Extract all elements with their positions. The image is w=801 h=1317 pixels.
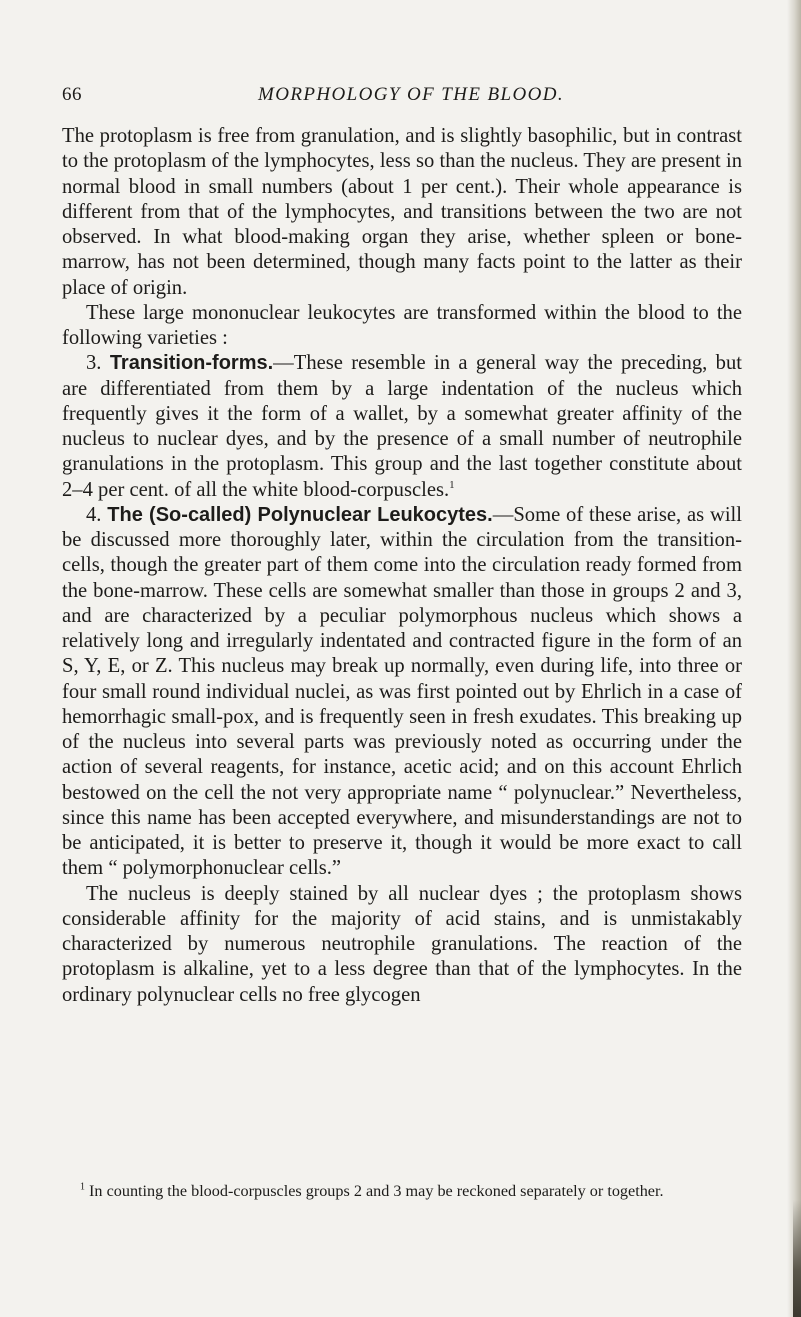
- paragraph-protoplasm: The protoplasm is free from granulation, and is slightly basophilic, but in contrast to the protoplasm of the lymphocytes, less so than the nucleus. They are present in normal blood in small numbers (about 1 per cent.). Their whole appearance is different from that of the lymphocytes, and transitions between the two are not observed. In what blood-making organ they arise, whether spleen or bone-marrow, has not been determined, though many facts point to the latter as their place of origin.: [62, 125, 742, 299]
- paragraph-polynuclear-leukocytes: [62, 503, 742, 882]
- section-text: —These resemble in a general way the preceding, but are differentiated from them by a large indentation of the nucleus which frequently gives it the form of a wallet, by a somewhat greater affinity of the nucleus to nuclear dyes, and by the presence of a small number of neutrophile granulations in the protoplasm. This group and the last together constitute about 2–4 per cent. of all the white blood-corpuscles.: [62, 352, 742, 501]
- footnote-marker: 1: [80, 1181, 85, 1193]
- footnote-reference: 1: [449, 478, 455, 491]
- section-number: 4.: [86, 503, 102, 526]
- section-number: 3.: [86, 352, 102, 375]
- paragraph-nucleus-staining: The nucleus is deeply stained by all nuclear dyes ; the protoplasm shows considerable affinity for the majority of acid stains, and is unmistakably characterized by numerous neutrophile granulations. The reaction of the protoplasm is alkaline, yet to a less degree than that of the lymphocytes. In the ordinary polynuclear cells no free glycogen: [62, 882, 742, 1006]
- page-number: 66: [62, 84, 82, 105]
- running-title: MORPHOLOGY OF THE BLOOD.: [258, 84, 564, 105]
- page-header: [62, 84, 742, 114]
- footnote-text: In counting the blood-corpuscles groups 2 and 3 may be reckoned separately or together.: [89, 1182, 664, 1200]
- footnote: [62, 1181, 742, 1201]
- body-text: [62, 124, 742, 1008]
- page-edge-dark: [793, 1200, 801, 1317]
- paragraph-varieties-intro: These large mononuclear leukocytes are transformed within the blood to the following varieties :: [62, 301, 742, 349]
- section-text: —Some of these arise, as will be discussed more thoroughly later, within the circulation from the transition-cells, though the greater part of them come into the circulation ready formed from the bone-marrow. These cells are somewhat smaller than those in groups 2 and 3, and are characterized by a peculiar polymorphous nucleus which shows a relatively long and irregularly indentated and contracted figure in the form of an S, Y, E, or Z. This nucleus may break up normally, even during life, into three or four small round individual nuclei, as was first pointed out by Ehrlich in a case of hemorrhagic small-pox, and is frequently seen in fresh exudates. This breaking up of the nucleus into several parts was previously noted as occurring under the action of several reagents, for instance, acetic acid; and on this account Ehrlich bestowed on the cell the not very appropriate name “ polynuclear.” Nevertheless, since this name has been accepted everywhere, and misunderstandings are not to be anticipated, it is better to preserve it, though it would be more exact to call them “ polymorphonuclear cells.”: [62, 503, 742, 880]
- section-heading-polynuclear-leukocytes: The (So-called) Polynuclear Leukocytes.: [107, 503, 493, 526]
- page-edge-shadow: [787, 0, 801, 1317]
- section-heading-transition-forms: Transition-forms.: [109, 352, 274, 375]
- paragraph-transition-forms: [62, 351, 742, 503]
